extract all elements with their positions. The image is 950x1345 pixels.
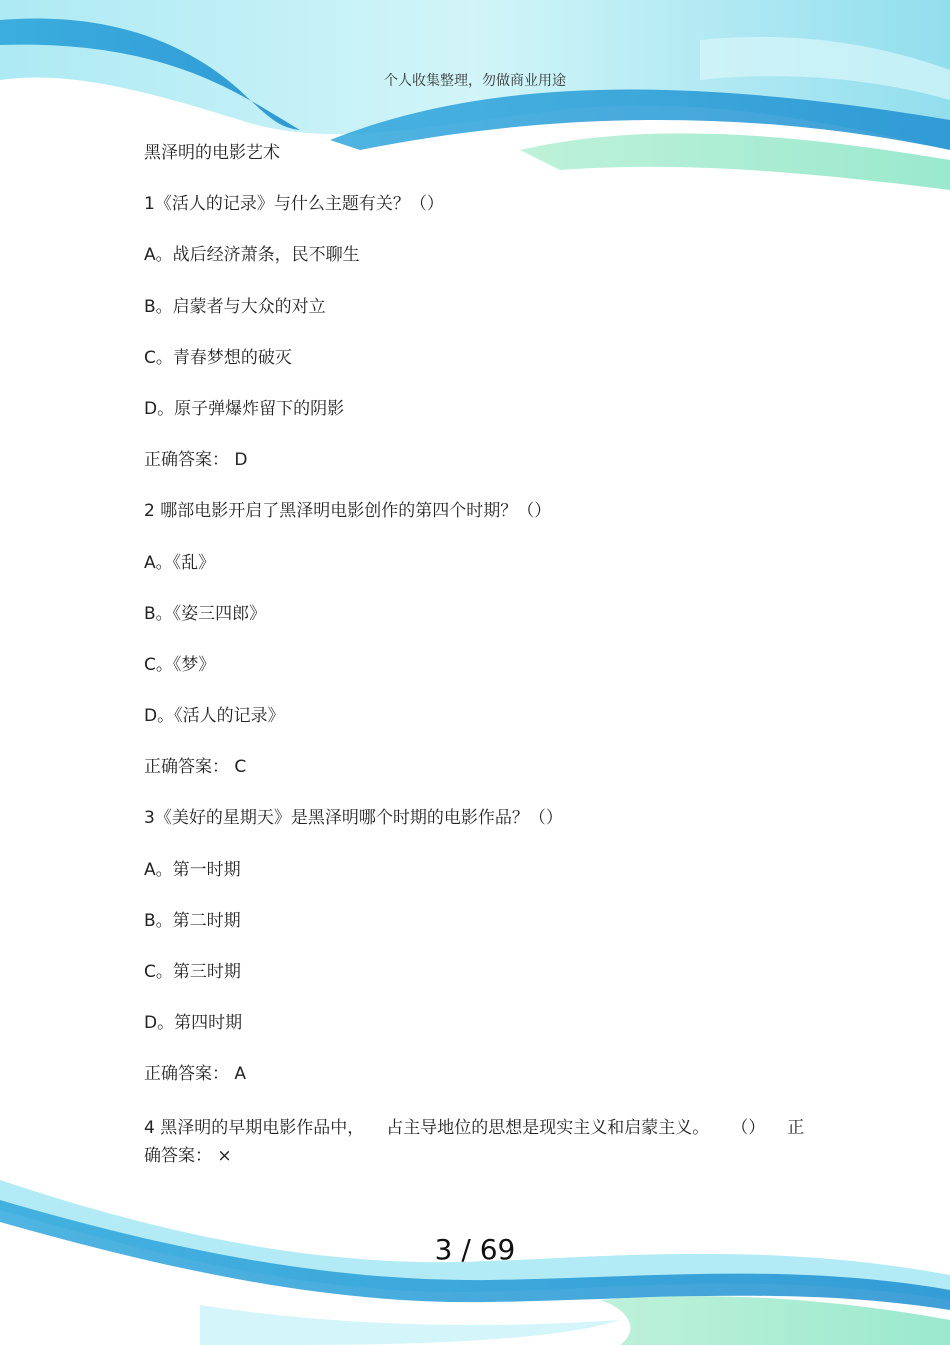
option-c: C。第三时期 [144, 962, 241, 982]
option-a: A。第一时期 [144, 859, 241, 880]
question-4-part1: 4 黑泽明的早期电影作品中， [144, 1117, 365, 1138]
option-b: B。《姿三四郎》 [144, 603, 267, 624]
answer: 正确答案： C [144, 757, 247, 778]
option-d: D。原子弹爆炸留下的阴影 [144, 398, 345, 419]
watermark-text: 个人收集整理，勿做商业用途 [384, 73, 566, 89]
option-d: D。第四时期 [144, 1013, 243, 1034]
question-4-bracket: （） [731, 1117, 766, 1138]
question-4 [144, 1114, 814, 1170]
answer: 正确答案： D [144, 450, 248, 471]
question-4-answer: 确答案： × [144, 1145, 232, 1166]
option-d: D。《活人的记录》 [144, 706, 285, 727]
question-3: 3《美好的星期天》是黑泽明哪个时期的电影作品？（） [144, 808, 563, 829]
option-c: C。《梦》 [144, 654, 216, 675]
question-4-part2: 占主导地位的思想是现实主义和启蒙主义。 [386, 1117, 710, 1138]
option-c: C。青春梦想的破灭 [144, 347, 292, 368]
question-1: 1《活人的记录》与什么主题有关？（） [144, 194, 444, 215]
option-b: B。第二时期 [144, 910, 241, 931]
question-2: 2 哪部电影开启了黑泽明电影创作的第四个时期？（） [144, 501, 552, 522]
option-b: B。启蒙者与大众的对立 [144, 296, 326, 317]
document-body [144, 141, 814, 1170]
option-a: A。战后经济萧条，民不聊生 [144, 245, 360, 266]
page-number: 3 / 69 [434, 1233, 516, 1266]
option-a: A。《乱》 [144, 552, 216, 573]
document-title: 黑泽明的电影艺术 [144, 143, 280, 163]
question-4-answer-prefix: 正 [787, 1117, 805, 1138]
answer: 正确答案： A [144, 1064, 247, 1085]
